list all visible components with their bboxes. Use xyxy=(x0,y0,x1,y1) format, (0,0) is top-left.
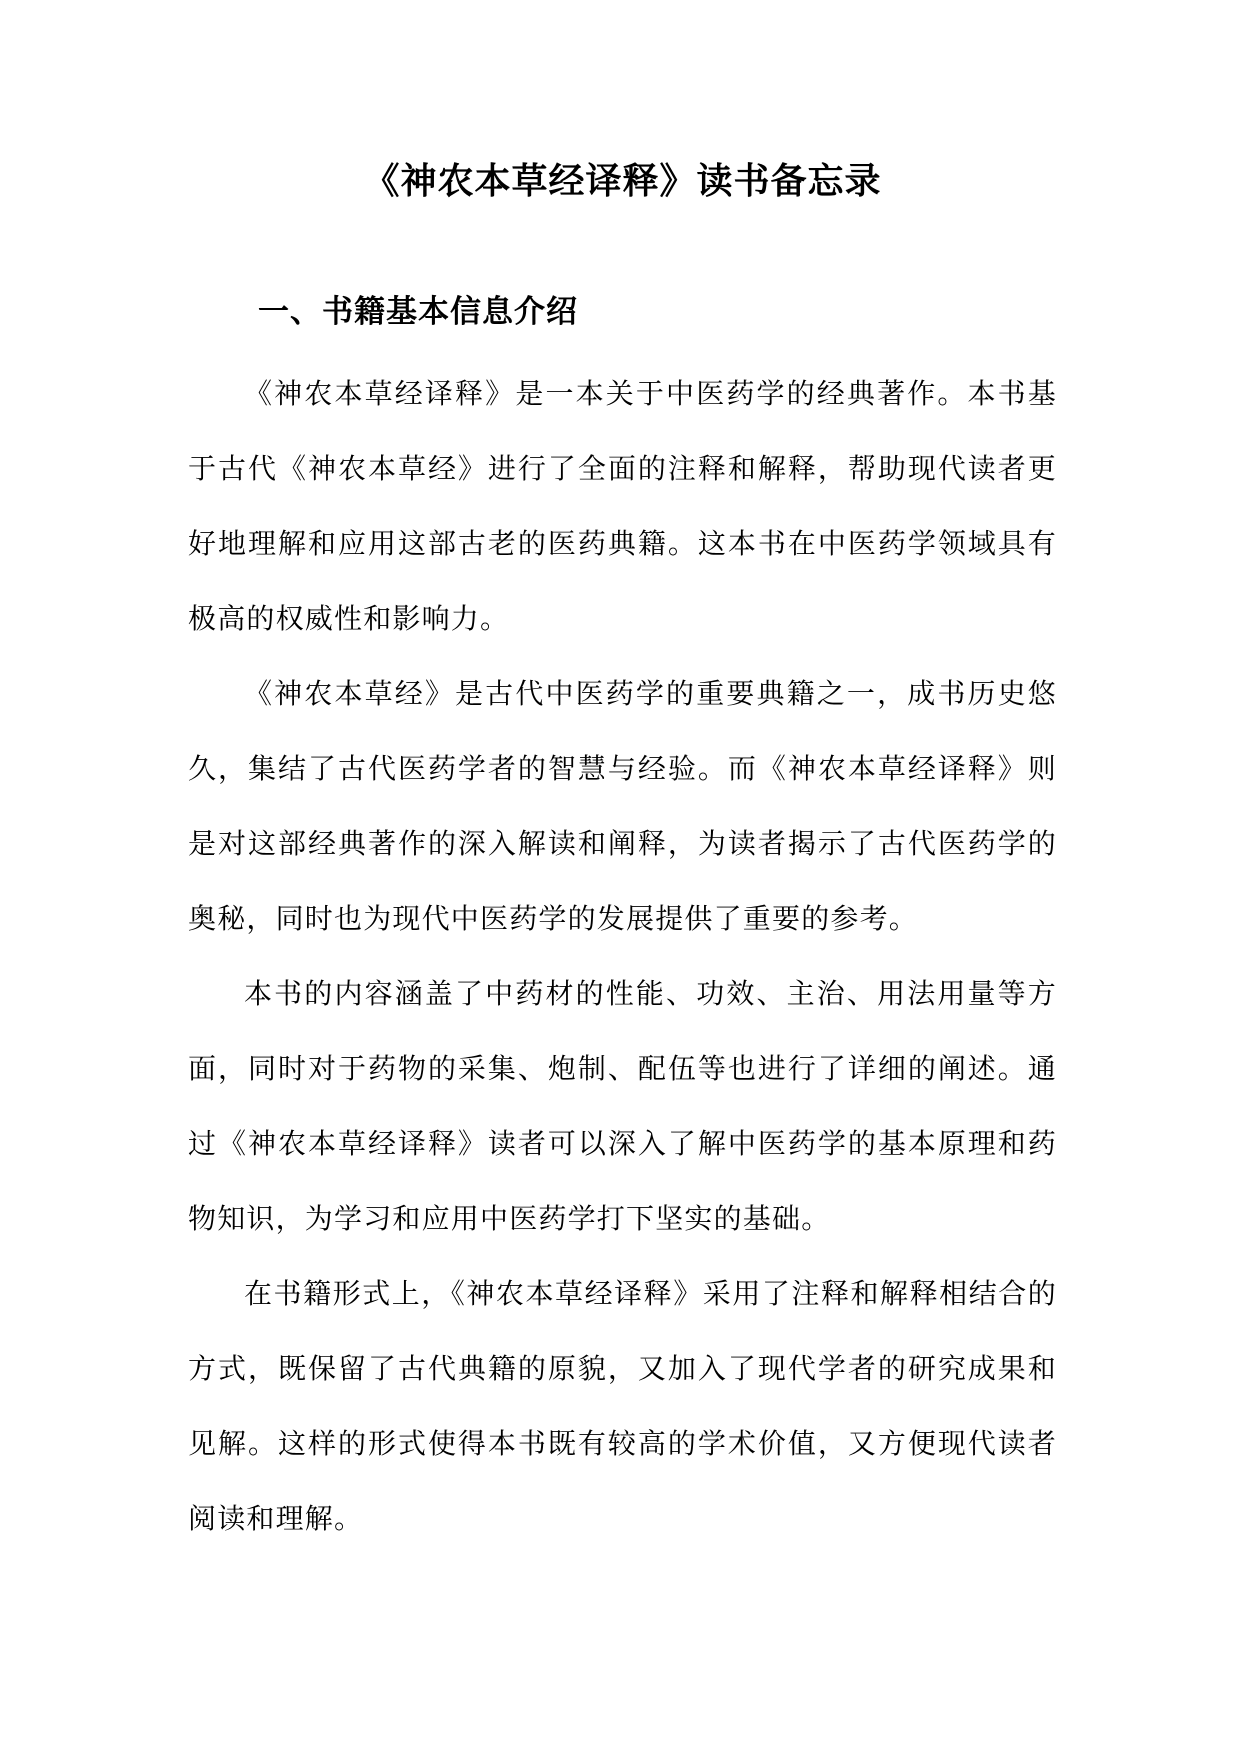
paragraph-3: 本书的内容涵盖了中药材的性能、功效、主治、用法用量等方面，同时对于药物的采集、炮制、配伍等也进行了详细的阐述。通过《神农本草经译释》读者可以深入了解中医药学的基本原理和药物知识，为学习和应用中医药学打下坚实的基础。 xyxy=(188,977,1057,1235)
paragraph-4: 在书籍形式上，《神农本草经译释》采用了注释和解释相结合的方式，既保留了古代典籍的原貌，又加入了现代学者的研究成果和见解。这样的形式使得本书既有较高的学术价值，又方便现代读者阅读和理解。 xyxy=(188,1277,1057,1535)
paragraph-1: 《神农本草经译释》是一本关于中医药学的经典著作。本书基于古代《神农本草经》进行了全面的注释和解释，帮助现代读者更好地理解和应用这部古老的医药典籍。这本书在中医药学领域具有极高的权威性和影响力。 xyxy=(188,377,1057,635)
section-heading: 一、书籍基本信息介绍 xyxy=(258,294,578,330)
document-title: 《神农本草经译释》读书备忘录 xyxy=(363,161,882,202)
section-body xyxy=(188,356,1057,1556)
paragraph-2: 《神农本草经》是古代中医药学的重要典籍之一，成书历史悠久，集结了古代医药学者的智慧与经验。而《神农本草经译释》则是对这部经典著作的深入解读和阐释，为读者揭示了古代医药学的奥秘，同时也为现代中医药学的发展提供了重要的参考。 xyxy=(188,677,1057,935)
